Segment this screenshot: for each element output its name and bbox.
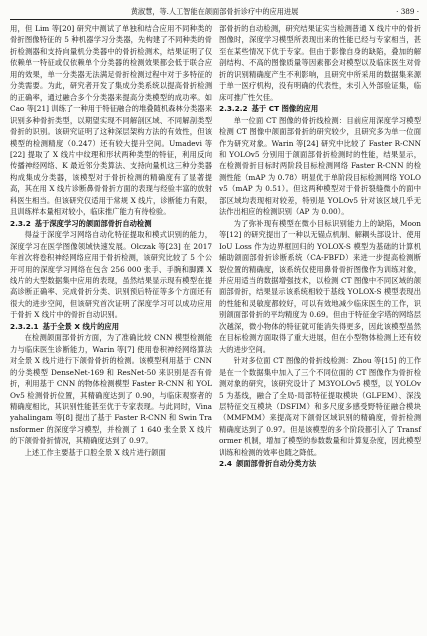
- right-paragraph: 单一位面 CT 图像的骨折线检测：目前应用深度学习模型检测 CT 图像中颌面部骨折的研究较少，且研究多为单一位面作为研究对象。Warin 等[24] 研究中比较了 Faster R-CNN 和 YOLOv5 分别用于颌面部骨折检测时的性能，结果显示，在检测骨折目标时两阶段目标检测网络 Faster R-CNN 的检测性能（mAP 为 0.78）明显优于单阶段目标检测网络 YOLOv5（mAP 为 0.51）。但这两种模型对于骨折裂缝微小的面中部区域均表现相对较差，特别是 YOLOv5 针对该区域几乎无法作出相应的检测识别（AP 为 0.00）。: [219, 115, 421, 217]
- left-section-heading: [10, 321, 212, 332]
- left-paragraph: 得益于深度学习网络自动化特征提取和模式识别的能力，深度学习在医学图像领域快速发展。Olczak 等[23] 在 2017 年首次将卷积神经网络应用于骨折检测，该研究比较了 5 个公开可用的深度学习网络在包含 256 000 张手、手腕和脚踝 X 线片的大型数据集中应用的表现，虽然结果显示现有模型在提高诊断正确率、完成骨折分类、识别预后特征等多个方面还有很大的进步空间，但该研究首次证明了深度学习可以成功应用于骨折 X 线片中的骨折自动识别。: [10, 230, 212, 320]
- section-title: 基于深度学习的颌面部骨折自动检测: [34, 218, 152, 228]
- right-paragraph: 为了弥补现有模型在微小目标识别能力上的缺陷，Moon 等[12] 的研究提出了一种以无锚点机制、解耦头部设计、使用 IoU Loss 作为边界框回归的 YOLOX-S 模型为基础的计算机辅助颌面部骨折诊断系统（CA-FBFD）来进一步提高检测断裂位置的精确度，该系统仅使用鼻骨骨折图像作为训练对象，并应用适当的数据增强技术，以检测 CT 图像中不同区域的颌面部骨折，结果显示该系统相较于基线 YOLOX-S 模型表现出的性能和灵敏度都较好，可以有效地减少临床医生的工作，识别颌面部骨折的平均精度为 0.69。但由于特征金字塔的网络层次越深，微小物体的特征就可能消失得更多，因此该模型虽然在目标检测方面取得了重大进展，但在小型物体检测上还有较大的进步空间。: [219, 218, 421, 354]
- section-number: 2.3.2.1: [10, 321, 39, 331]
- section-number: 2.3.2.2: [219, 104, 248, 114]
- left-paragraph: 在检测颌面部骨折方面，为了准确比较 CNN 模型检测能力与临床医生诊断能力，Warin 等[7] 使用卷积神经网络算法对全景 X 线片进行下颌骨骨折的检测。该模型利用基于 CNN 的分类模型 DenseNet-169 和 ResNet-50 来识别是否有骨折，利用基于 CNN 的物体检测模型 Faster R-CNN 和 YOLOv5 检测骨折位置，其精确度达到了 0.90，与临床观察者的精确度相比，其识别性能甚至优于专家表现。与此同时，Vinayahalingam 等[8] 提出了基于 Faster R-CNN 和 Swin Transformer 的深度学习模型，并检测了 1 640 张全景 X 线片的下颌骨骨折情况，其精确度达到了 0.97。: [10, 333, 212, 446]
- right-section-heading: [219, 103, 421, 114]
- section-title: 基于 CT 图像的应用: [251, 104, 319, 114]
- left-paragraph: 上述工作主要基于口腔全景 X 线片进行颌面: [24, 447, 166, 457]
- section-title: 基于全景 X 线片的应用: [42, 321, 120, 331]
- right-paragraph: 部骨折的自动检测，研究结果证实当检测普通 X 线片中的骨折图像时，深度学习模型所表现出来的性能已经与专家相当，甚至在某些情况下优于专家。但由于影像自身的缺陷，叠加的解剖结构、不高的图像质量等因素都会对模型以及临床医生对骨折的识别精确度产生不利影响，且研究中所采用的数据集来源于单一医疗机构，没有明确的代表性，未引入外部验证集，临床可推广性欠佳。: [219, 24, 421, 102]
- right-column: [219, 23, 421, 470]
- right-section-heading: [219, 458, 421, 469]
- left-section-heading: [10, 218, 212, 229]
- header-rule: [10, 19, 419, 20]
- page-header: [10, 4, 419, 20]
- page-number: · 389 ·: [396, 7, 419, 16]
- left-column: [10, 23, 212, 458]
- running-title: 黄淑慧，等.人工智能在颌面部骨折诊疗中的应用进展: [130, 7, 299, 16]
- section-title: 颌面部骨折自动分类方法: [235, 459, 317, 469]
- left-paragraph: 用，但 Lim 等[20] 研究中测试了单独和结合应用不同种类的骨折图像特征的 5 种机器学习分类器，先构建了不同种类的骨折检测器和支持向量机分类器中的骨折检测术，结果证明了仅依赖单一特征或仅依赖单个分类器的检测效果都会低于联合应用的效果，单一分类器无法满足骨折检测过程中对于多特征的分类需要。为此，研究者开发了集成分类系统以提高骨折检测的正确率，通过融合多个分类器来提高分类模型的成功率。如 Cao 等[21] 训练了一种用于特征融合的堆叠随机森林分类器来识别多种骨折类型，以期望实现不同解剖区域、不同解剖类型骨折的识别。该研究证明了这种深层架构方法的有效性，但该模型的检测精度（0.247）还有较大提升空间。Umadevi 等[22] 提取了 X 线片中纹理和形状两种类型的特征，利用反向传播神经网络、K 最近邻分类算法、支持向量机这三种分类器构成集成分类器，该模型对于骨折检测的精确度有了显著提高，其在用 X 线片诊断鼻骨骨折方面的表现与经验丰富的放射科医生相当。但该研究仅适用于常规 X 线片，诊断能力有限，且训练样本量相对较小，临床推广能力有待检验。: [10, 24, 212, 217]
- section-number: 2.3.2: [10, 218, 31, 228]
- right-paragraph: 针对多位面 CT 图像的骨折线检测：Zhou 等[15] 的工作是在一个数据集中加入了三个不同位面的 CT 图像作为骨折检测对象的研究，该研究设计了 M3YOLOv5 模型，以 YOLOv5 为基线，融合了全局-局部特征提取模块（GLFEM）、深浅层特征交互模块（DSFIM）和多尺度多感受野特征融合模块（MMFMM）来提高对下颌骨区域识别的精确度，骨折检测精确度达到了 0.97。但是该模型的多个阶段都引入了 Transformer 机制，增加了模型的参数数量和计算复杂度，因此模型训练和检测的效率也随之降低。: [219, 356, 421, 457]
- section-number: 2.4: [219, 459, 232, 469]
